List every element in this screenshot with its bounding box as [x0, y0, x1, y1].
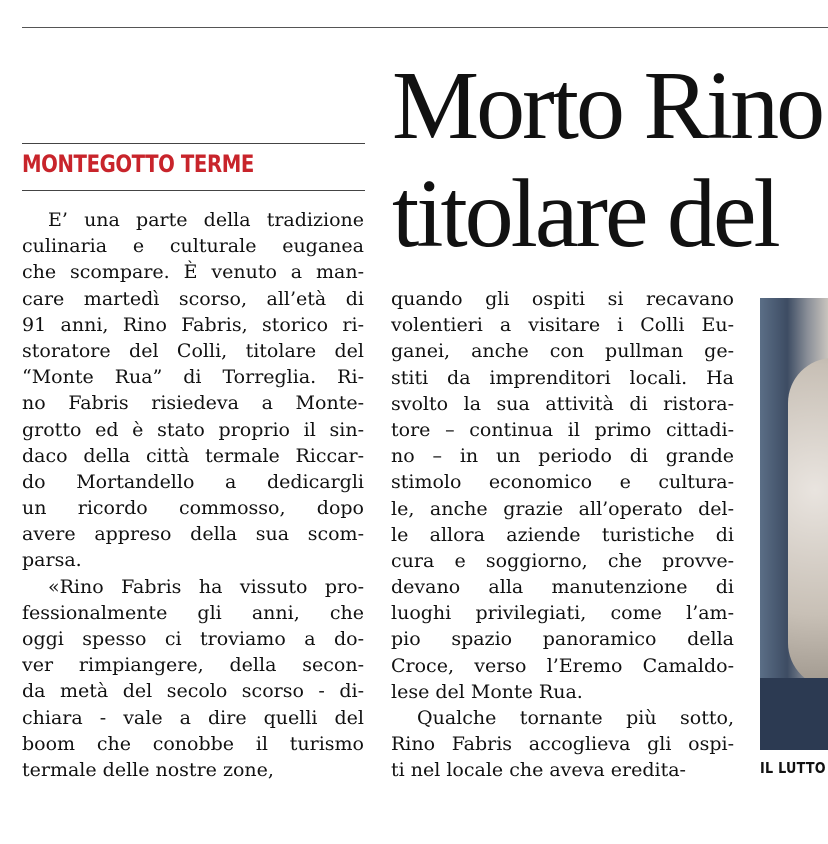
article-text-line: 91 anni, Rino Fabris, storico ri-: [22, 313, 364, 336]
article-text-line: da metà del secolo scorso - di-: [22, 680, 364, 703]
article-text-line: «Rino Fabris ha vissuto pro-: [48, 575, 364, 598]
article-text-line: oggi spesso ci troviamo a do-: [22, 628, 364, 650]
article-text-line: svolto la sua attività di ristora-: [391, 392, 734, 415]
article-text-line: parsa.: [22, 549, 82, 572]
article-text-line: stiti da imprenditori locali. Ha: [391, 366, 734, 389]
photo-portrait: [788, 358, 828, 688]
article-text-line: luoghi privilegiati, come l’am-: [391, 602, 734, 625]
photo-caption: IL LUTTO: [760, 759, 826, 777]
kicker-rule-top: [22, 143, 365, 144]
article-text-line: no – in un periodo di grande: [391, 445, 734, 468]
article-text-line: daco della città termale Riccar-: [22, 444, 364, 467]
article-text-line: le allora aziende turistiche di: [391, 523, 734, 546]
article-text-line: chiara - vale a dire quelli del: [22, 706, 364, 729]
headline-line-2: titolare del: [392, 160, 778, 268]
article-text-line: culinaria e culturale euganea: [22, 235, 364, 258]
article-text-line: che scompare. È venuto a man-: [22, 261, 364, 284]
kicker: MONTEGOTTO TERME: [22, 150, 254, 178]
article-text-line: ti nel locale che aveva eredita-: [391, 759, 686, 782]
article-text-line: E’ una parte della tradizione: [48, 209, 364, 231]
article-column-2: [391, 286, 734, 784]
article-text-line: fessionalmente gli anni, che: [22, 601, 364, 624]
article-text-line: quando gli ospiti si recavano: [391, 288, 734, 310]
headline-line-1: Morto Rino: [392, 52, 823, 160]
article-text-line: ver rimpiangere, della secon-: [22, 654, 364, 677]
article-text-line: “Monte Rua” di Torreglia. Ri-: [22, 366, 364, 389]
article-text-line: lese del Monte Rua.: [391, 680, 583, 703]
article-text-line: care martedì scorso, all’età di: [22, 287, 364, 310]
article-photo: [760, 298, 828, 750]
article-text-line: Croce, verso l’Eremo Camaldo-: [391, 654, 734, 677]
article-text-line: devano alla manutenzione di: [391, 576, 734, 599]
article-text-line: pio spazio panoramico della: [391, 628, 734, 651]
article-text-line: le, anche grazie all’operato del-: [391, 497, 734, 520]
article-text-line: Rino Fabris accoglieva gli ospi-: [391, 733, 734, 756]
article-text-line: cura e soggiorno, che provve-: [391, 549, 734, 572]
article-text-line: Qualche tornante più sotto,: [417, 707, 734, 729]
photo-shadow: [760, 678, 828, 750]
top-rule: [22, 27, 828, 28]
article-text-line: avere appreso della sua scom-: [22, 523, 364, 546]
headline: [392, 52, 828, 268]
article-text-line: termale delle nostre zone,: [22, 758, 274, 781]
article-column-1: [22, 207, 364, 783]
article-text-line: volentieri a visitare i Colli Eu-: [391, 314, 734, 337]
article-text-line: boom che conobbe il turismo: [22, 732, 364, 755]
article-text-line: storatore del Colli, titolare del: [22, 339, 364, 362]
article-text-line: ganei, anche con pullman ge-: [391, 340, 734, 363]
article-text-line: grotto ed è stato proprio il sin-: [22, 418, 364, 441]
article-text-line: no Fabris risiedeva a Monte-: [22, 392, 364, 415]
article-text-line: stimolo economico e cultura-: [391, 471, 734, 494]
article-text-line: do Mortandello a dedicargli: [22, 470, 364, 493]
kicker-rule-bottom: [22, 190, 365, 191]
article-text-line: tore – continua il primo cittadi-: [391, 418, 734, 441]
article-text-line: un ricordo commosso, dopo: [22, 497, 364, 520]
